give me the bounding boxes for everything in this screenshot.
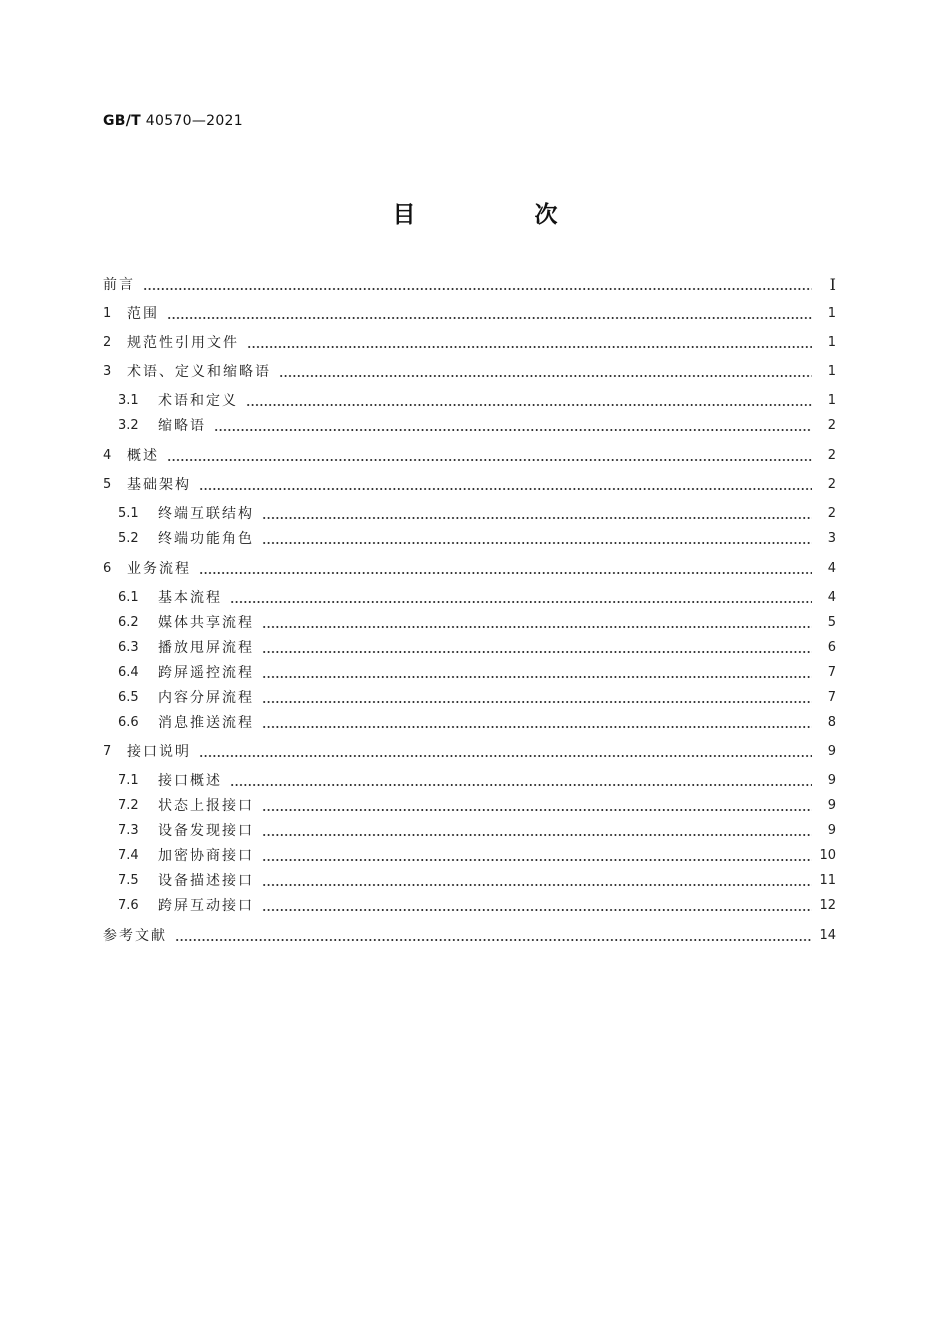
toc-entry[interactable] [118,870,836,892]
dot-leader [262,662,812,684]
standard-prefix: GB/T [103,113,142,129]
dot-leader [199,558,812,580]
dot-leader [230,587,812,609]
dot-leader [262,503,812,525]
toc-entry-number: 5 [103,477,112,492]
dot-leader [279,361,812,383]
dot-leader [247,332,812,354]
toc-entry-page: 11 [819,873,836,888]
toc-entry-label: 概述 [127,448,159,464]
toc-entry[interactable] [103,445,836,467]
toc-entry-page: 7 [827,665,836,680]
toc-title: 目 次 [392,202,606,228]
toc-entry[interactable] [103,558,836,580]
toc-entry-label: 术语和定义 [158,393,238,409]
toc-entry-label: 参考文献 [103,928,167,944]
dot-leader [175,925,812,947]
toc-entry-label: 终端功能角色 [158,531,254,547]
toc-entry-label: 状态上报接口 [158,798,254,814]
toc-entry-page: 2 [827,448,836,463]
dot-leader [167,303,812,325]
dot-leader [199,741,812,763]
toc-entry[interactable] [118,415,836,437]
toc-entry[interactable] [118,528,836,550]
dot-leader [246,390,812,412]
toc-entry[interactable] [118,895,836,917]
toc-entry-page: 9 [827,798,836,813]
toc-entry-label: 加密协商接口 [158,848,254,864]
toc-entry-label: 设备发现接口 [158,823,254,839]
toc-entry-number: 1 [103,306,112,321]
toc-entry-number: 6.6 [118,715,139,730]
toc-entry-number: 7.5 [118,873,139,888]
toc-entry-number: 6.2 [118,615,139,630]
toc-entry-label: 接口说明 [127,744,191,760]
toc-entry-page: 1 [827,364,836,379]
dot-leader [230,770,812,792]
toc-entry-number: 7.2 [118,798,139,813]
toc-entry[interactable] [103,274,836,296]
toc-entry-page: 7 [827,690,836,705]
toc-entry[interactable] [103,925,836,947]
dot-leader [199,474,812,496]
toc-entry[interactable] [118,587,836,609]
dot-leader [262,637,812,659]
toc-entry-number: 4 [103,448,112,463]
toc-entry-label: 媒体共享流程 [158,615,254,631]
dot-leader [262,528,812,550]
dot-leader [143,274,812,296]
toc-entry-page: 14 [819,928,836,943]
toc-entry-label: 规范性引用文件 [127,335,239,351]
toc-entry-page: 1 [827,306,836,321]
toc-entry-page: 3 [827,531,836,546]
toc-entry-page: 2 [827,418,836,433]
toc-entry-page: 1 [827,393,836,408]
dot-leader [262,895,812,917]
toc-entry-page: 9 [827,823,836,838]
toc-entry-label: 术语、定义和缩略语 [127,364,271,380]
toc-entry[interactable] [103,474,836,496]
dot-leader [262,845,812,867]
toc-entry-number: 5.2 [118,531,139,546]
toc-entry-number: 6 [103,561,112,576]
toc-entry-label: 基本流程 [158,590,222,606]
toc-entry-label: 范围 [127,306,159,322]
toc-entry-number: 3 [103,364,112,379]
standard-number: 40570—2021 [145,113,243,129]
toc-entry-page: 9 [827,773,836,788]
dot-leader [262,612,812,634]
toc-entry-page: 9 [827,744,836,759]
toc-entry-number: 3.2 [118,418,139,433]
dot-leader [262,795,812,817]
toc-entry-number: 5.1 [118,506,139,521]
dot-leader [262,712,812,734]
toc-entry-page: 4 [827,561,836,576]
toc-entry-page: Ⅰ [829,275,836,294]
toc-entry[interactable] [103,361,836,383]
toc-entry[interactable] [118,662,836,684]
toc-entry-page: 2 [827,506,836,521]
toc-entry[interactable] [118,612,836,634]
toc-entry-number: 7.4 [118,848,139,863]
toc-entry-label: 业务流程 [127,561,191,577]
toc-entry-number: 2 [103,335,112,350]
toc-entry-label: 播放甩屏流程 [158,640,254,656]
toc-entry-number: 7.1 [118,773,139,788]
dot-leader [262,687,812,709]
toc-entry-number: 7 [103,744,112,759]
toc-entry-page: 1 [827,335,836,350]
toc-entry-label: 接口概述 [158,773,222,789]
toc-entry[interactable] [103,741,836,763]
toc-entry-number: 7.3 [118,823,139,838]
toc-entry-number: 6.3 [118,640,139,655]
toc-entry-label: 跨屏遥控流程 [158,665,254,681]
toc-entry[interactable] [118,712,836,734]
toc-entry[interactable] [118,390,836,412]
toc-entry-label: 消息推送流程 [158,715,254,731]
toc-entry[interactable] [118,820,836,842]
toc-entry-page: 2 [827,477,836,492]
toc-entry-number: 7.6 [118,898,139,913]
toc-entry-label: 前言 [103,277,135,293]
toc-entry-number: 6.1 [118,590,139,605]
toc-entry-page: 6 [827,640,836,655]
toc-entry-label: 内容分屏流程 [158,690,254,706]
dot-leader [167,445,812,467]
toc-entry[interactable] [103,303,836,325]
toc-entry[interactable] [118,770,836,792]
toc-entry-label: 跨屏互动接口 [158,898,254,914]
toc-entry-label: 缩略语 [158,418,206,434]
toc-entry-page: 5 [827,615,836,630]
toc-entry-page: 8 [827,715,836,730]
toc-entry-label: 设备描述接口 [158,873,254,889]
toc-entry-page: 12 [819,898,836,913]
toc-entry-number: 3.1 [118,393,139,408]
toc-entry-label: 终端互联结构 [158,506,254,522]
dot-leader [262,820,812,842]
toc-entry-page: 4 [827,590,836,605]
toc-entry[interactable] [118,795,836,817]
toc-entry[interactable] [103,332,836,354]
dot-leader [214,415,812,437]
toc-entry[interactable] [118,637,836,659]
toc-entry-number: 6.5 [118,690,139,705]
toc-entry-page: 10 [819,848,836,863]
toc-entry[interactable] [118,687,836,709]
toc-entry[interactable] [118,503,836,525]
toc-entry-label: 基础架构 [127,477,191,493]
standard-code [103,113,243,129]
toc-entry[interactable] [118,845,836,867]
toc-entry-number: 6.4 [118,665,139,680]
dot-leader [262,870,812,892]
